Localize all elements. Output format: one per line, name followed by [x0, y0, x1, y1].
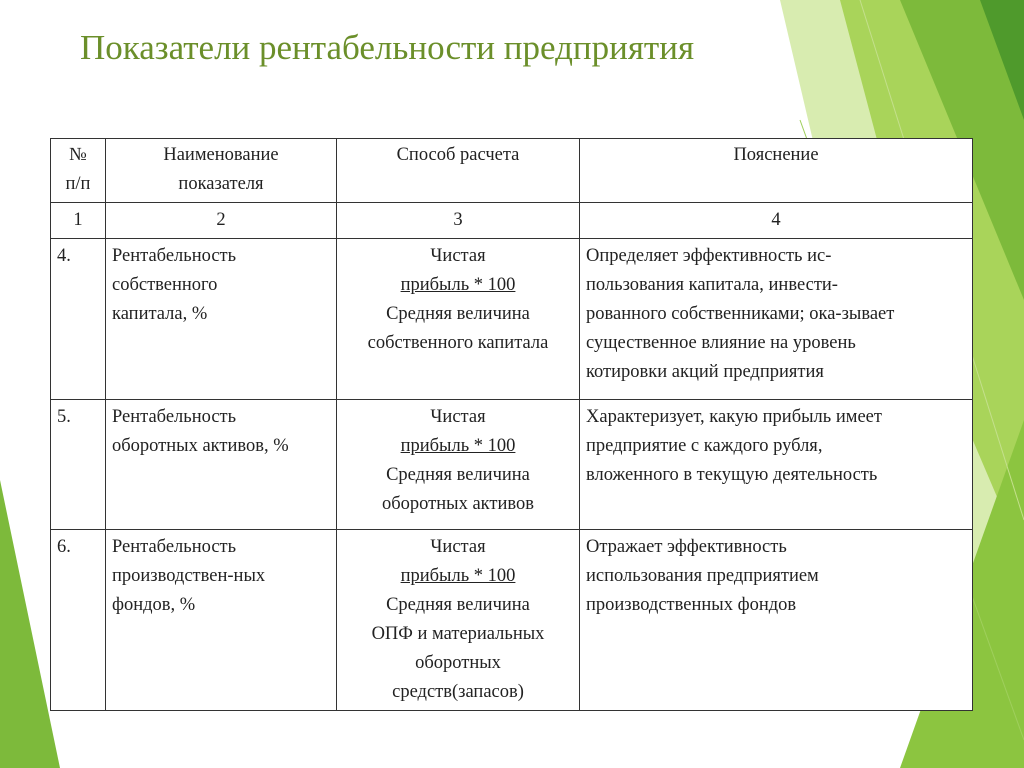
column-number: 3	[337, 203, 580, 239]
formula-numerator: прибыль * 100	[400, 275, 516, 295]
row-num: 4.	[51, 239, 106, 400]
row-name: Рентабельность собственного капитала, %	[106, 239, 337, 400]
row-method: Чистая прибыль * 100 Средняя величина ОПФ и материальных оборотных средств(запасов)	[337, 530, 580, 711]
table-row	[51, 400, 973, 530]
row-num: 5.	[51, 400, 106, 530]
column-number: 2	[106, 203, 337, 239]
row-method: Чистая прибыль * 100 Средняя величина оборотных активов	[337, 400, 580, 530]
row-name: Рентабельность оборотных активов, %	[106, 400, 337, 530]
table-row	[51, 530, 973, 711]
table-row	[51, 239, 973, 400]
header-note: Пояснение	[580, 139, 973, 203]
row-note: Характеризует, какую прибыль имеет предприятие с каждого рубля, вложенного в текущую деятельность	[580, 400, 973, 530]
header-name: Наименование показателя	[106, 139, 337, 203]
column-number: 4	[580, 203, 973, 239]
row-note: Отражает эффективность использования предприятием производственных фондов	[580, 530, 973, 711]
column-number: 1	[51, 203, 106, 239]
row-note: Определяет эффективность ис- пользования капитала, инвести- рованного собственниками; ока-зывает существенное влияние на уровень котировки акций предприятия	[580, 239, 973, 400]
slide-title: Показатели рентабельности предприятия	[80, 28, 695, 67]
header-num: № п/п	[51, 139, 106, 203]
row-num: 6.	[51, 530, 106, 711]
column-numbers-row	[51, 203, 973, 239]
row-name: Рентабельность производствен-ных фондов, %	[106, 530, 337, 711]
profitability-table	[50, 138, 973, 711]
formula-numerator: прибыль * 100	[400, 436, 516, 456]
header-method: Способ расчета	[337, 139, 580, 203]
formula-numerator: прибыль * 100	[400, 566, 516, 586]
table-header-row	[51, 139, 973, 203]
row-method: Чистая прибыль * 100 Средняя величина собственного капитала	[337, 239, 580, 400]
